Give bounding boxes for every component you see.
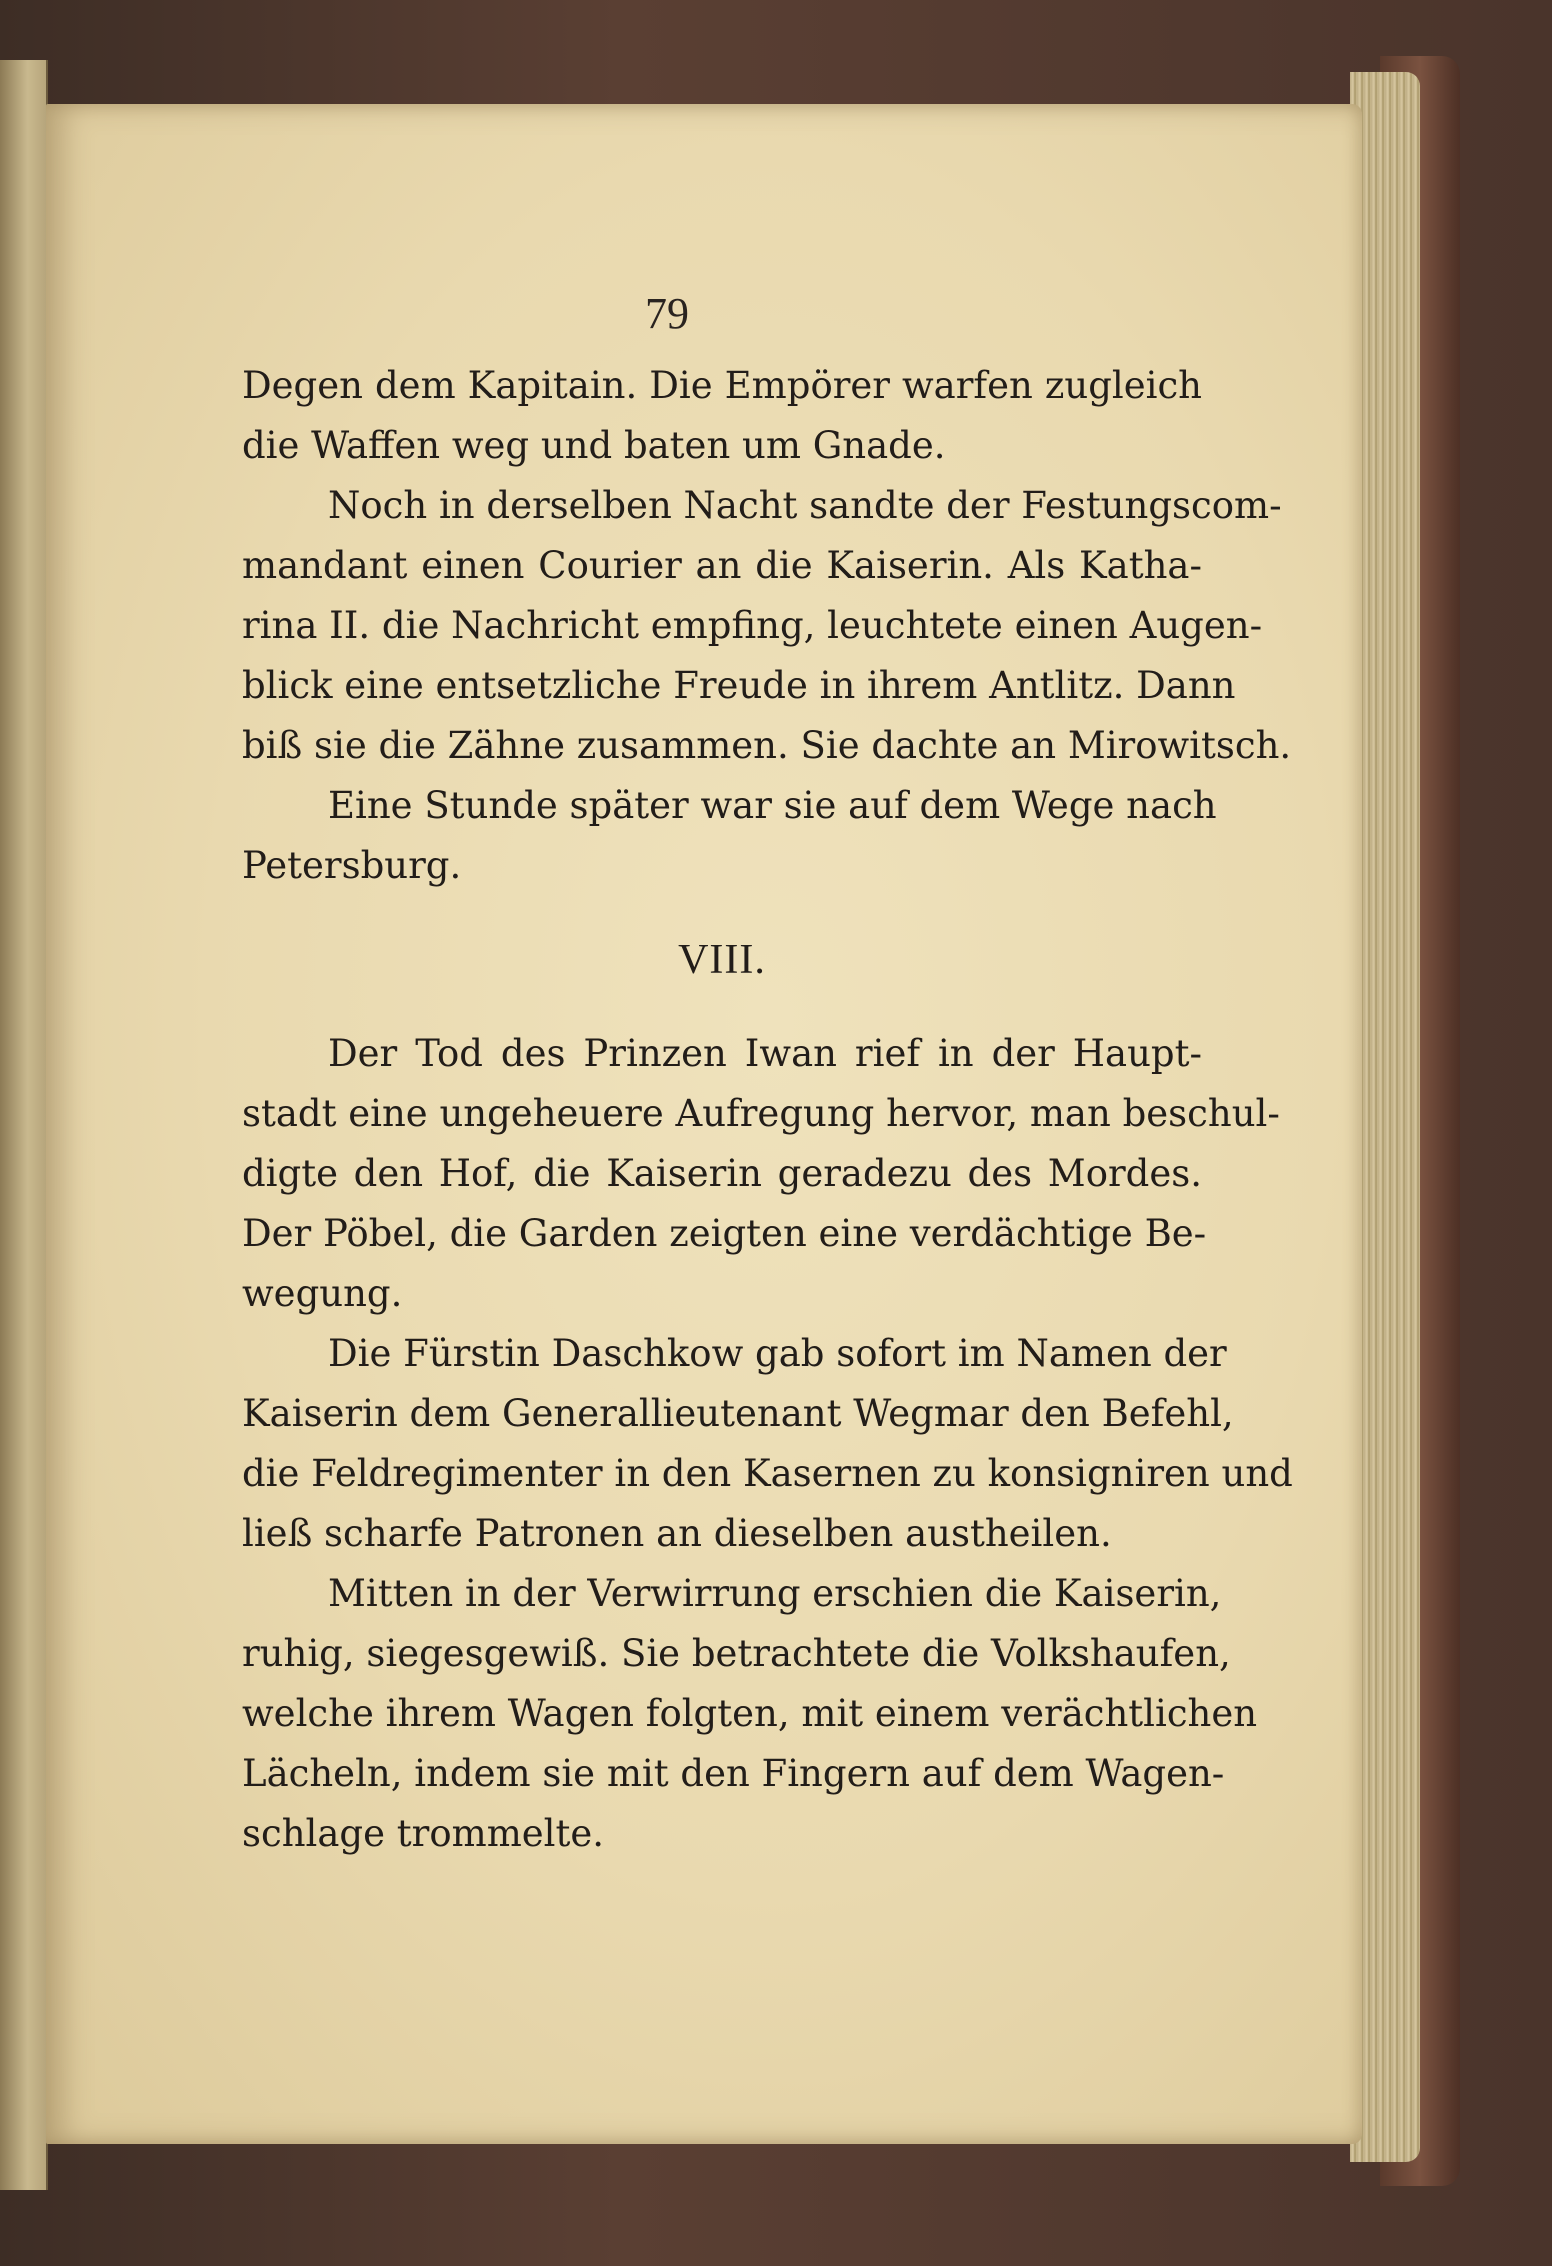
text-line: Noch in derselben Nacht sandte der Festungscom- bbox=[328, 484, 1282, 527]
paragraph bbox=[242, 1024, 1280, 1324]
paragraph bbox=[242, 476, 1292, 776]
paragraph bbox=[242, 1564, 1258, 1864]
text-line: Petersburg. bbox=[242, 844, 462, 887]
text-line: Der Tod des Prinzen Iwan rief in der Haupt- bbox=[328, 1032, 1202, 1075]
text-line: wegung. bbox=[242, 1272, 403, 1315]
previous-page-edge bbox=[0, 60, 48, 2190]
paragraph bbox=[242, 356, 1202, 476]
text-line: ruhig, siegesgewiß. Sie betrachtete die Volkshaufen, bbox=[242, 1632, 1231, 1675]
text-line: schlage trommelte. bbox=[242, 1812, 605, 1855]
text-line: Der Pöbel, die Garden zeigten eine verdächtige Be- bbox=[242, 1212, 1207, 1255]
chapter-heading: VIII. bbox=[678, 937, 766, 983]
text-line: ließ scharfe Patronen an dieselben austheilen. bbox=[242, 1512, 1112, 1555]
text-line: Lächeln, indem sie mit den Fingern auf dem Wagen- bbox=[242, 1752, 1225, 1795]
text-line: Eine Stunde später war sie auf dem Wege nach bbox=[328, 784, 1217, 827]
text-line: Mitten in der Verwirrung erschien die Kaiserin, bbox=[328, 1572, 1222, 1615]
text-line: digte den Hof, die Kaiserin geradezu des Mordes. bbox=[242, 1152, 1202, 1195]
text-line: die Feldregimenter in den Kasernen zu konsigniren und bbox=[242, 1452, 1293, 1495]
text-line: stadt eine ungeheuere Aufregung hervor, man beschul- bbox=[242, 1092, 1280, 1135]
text-line: rina II. die Nachricht empfing, leuchtete einen Augen- bbox=[242, 604, 1263, 647]
text-line: welche ihrem Wagen folgten, mit einem verächtlichen bbox=[242, 1692, 1258, 1735]
text-line: blick eine entsetzliche Freude in ihrem Antlitz. Dann bbox=[242, 664, 1236, 707]
paragraph bbox=[242, 1324, 1293, 1564]
text-line: Kaiserin dem Generallieutenant Wegmar den Befehl, bbox=[242, 1392, 1234, 1435]
page-text bbox=[242, 356, 1293, 1864]
text-line: biß sie die Zähne zusammen. Sie dachte an Mirowitsch. bbox=[242, 724, 1292, 767]
text-line: Degen dem Kapitain. Die Empörer warfen zugleich bbox=[242, 364, 1202, 407]
text-line: mandant einen Courier an die Kaiserin. Als Katha- bbox=[242, 544, 1202, 587]
text-line: Die Fürstin Daschkow gab sofort im Namen der bbox=[328, 1332, 1227, 1375]
text-line: die Waffen weg und baten um Gnade. bbox=[242, 424, 946, 467]
book-page bbox=[46, 104, 1362, 2144]
paragraph bbox=[242, 776, 1217, 896]
page-number: 79 bbox=[645, 289, 689, 338]
